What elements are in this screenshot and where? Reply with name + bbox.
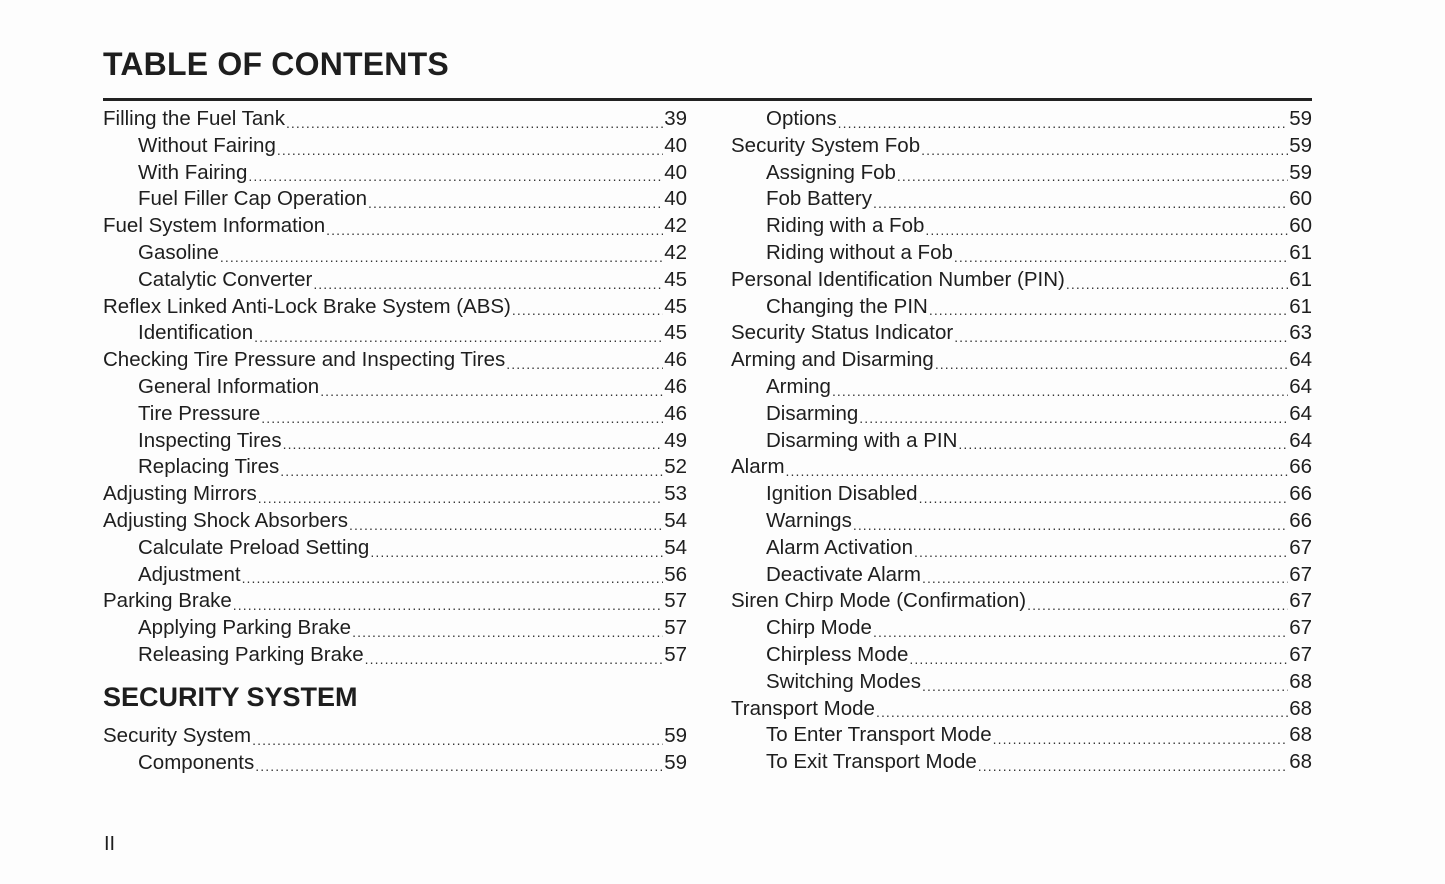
- toc-entry-label: Checking Tire Pressure and Inspecting Tires: [103, 348, 506, 372]
- leader-dots: [326, 213, 663, 240]
- toc-entry-page: 46: [664, 374, 687, 398]
- leader-dots: [859, 401, 1288, 428]
- toc-list-right: [731, 106, 1312, 776]
- toc-entry[interactable]: [103, 723, 687, 750]
- toc-entry-page: 39: [664, 107, 687, 130]
- toc-entry-label: Without Fairing: [138, 133, 276, 157]
- toc-entry-page: 68: [1289, 669, 1312, 693]
- page-number: II: [104, 833, 116, 855]
- toc-entry-label: Applying Parking Brake: [138, 616, 352, 640]
- toc-entry[interactable]: [731, 186, 1312, 213]
- toc-entry-label: Transport Mode: [731, 696, 875, 720]
- leader-dots: [368, 186, 663, 213]
- toc-entry-page: 67: [1289, 562, 1312, 586]
- toc-entry-page: 46: [664, 401, 687, 425]
- leader-dots: [349, 508, 663, 535]
- toc-entry-label: General Information: [138, 374, 320, 398]
- toc-entry-page: 68: [1289, 750, 1312, 774]
- leader-dots: [258, 481, 663, 508]
- toc-entry-label: Switching Modes: [766, 669, 921, 693]
- toc-entry-page: 40: [664, 160, 687, 184]
- toc-entry-label: Security System: [103, 723, 252, 747]
- toc-entry[interactable]: [731, 294, 1312, 321]
- toc-entry-page: 67: [1289, 589, 1312, 613]
- toc-entry-page: 57: [664, 589, 687, 613]
- toc-entry[interactable]: [103, 320, 687, 347]
- toc-entry[interactable]: [103, 562, 687, 589]
- leader-dots: [929, 294, 1288, 321]
- toc-entry-page: 64: [1289, 428, 1312, 452]
- toc-entry-page: 52: [664, 455, 687, 479]
- leader-dots: [873, 615, 1288, 642]
- leader-dots: [283, 428, 664, 455]
- toc-entry[interactable]: [731, 508, 1312, 535]
- toc-entry-page: 40: [664, 133, 687, 157]
- toc-entry[interactable]: [103, 213, 687, 240]
- toc-entry-label: Security System Fob: [731, 133, 921, 157]
- toc-entry-page: 68: [1289, 696, 1312, 720]
- leader-dots: [313, 267, 663, 294]
- toc-entry-label: Disarming: [766, 401, 859, 425]
- leader-dots: [248, 160, 663, 187]
- leader-dots: [255, 750, 663, 777]
- toc-entry[interactable]: [103, 186, 687, 213]
- toc-entry[interactable]: [103, 133, 687, 160]
- toc-left-column: [103, 106, 687, 776]
- toc-entry[interactable]: [731, 669, 1312, 696]
- leader-dots: [873, 186, 1288, 213]
- leader-dots: [897, 160, 1288, 187]
- leader-dots: [320, 374, 663, 401]
- toc-entry-label: To Enter Transport Mode: [766, 723, 992, 747]
- leader-dots: [853, 508, 1288, 535]
- toc-entry-label: Filling the Fuel Tank: [103, 107, 285, 130]
- leader-dots: [1027, 588, 1288, 615]
- toc-entry-page: 61: [1289, 267, 1312, 291]
- leader-dots: [261, 401, 663, 428]
- toc-entry-page: 59: [664, 750, 687, 774]
- toc-entry[interactable]: [731, 347, 1312, 374]
- toc-entry-label: Alarm: [731, 455, 785, 479]
- toc-entry-page: 67: [1289, 616, 1312, 640]
- toc-entry[interactable]: [103, 294, 687, 321]
- toc-entry[interactable]: [731, 588, 1312, 615]
- toc-entry[interactable]: [731, 133, 1312, 160]
- toc-entry-page: 54: [664, 508, 687, 532]
- toc-entry[interactable]: [731, 401, 1312, 428]
- toc-entry-page: 66: [1289, 482, 1312, 506]
- toc-entry-page: 59: [1289, 107, 1312, 130]
- toc-entry-label: Releasing Parking Brake: [138, 642, 364, 666]
- toc-entry[interactable]: [103, 267, 687, 294]
- toc-entry-page: 60: [1289, 214, 1312, 238]
- leader-dots: [922, 669, 1288, 696]
- toc-entry-page: 59: [1289, 160, 1312, 184]
- toc-entry[interactable]: [103, 160, 687, 187]
- toc-entry[interactable]: [731, 267, 1312, 294]
- leader-dots: [233, 588, 663, 615]
- toc-entry[interactable]: [731, 615, 1312, 642]
- toc-entry-label: Fuel System Information: [103, 214, 326, 238]
- leader-dots: [506, 347, 663, 374]
- toc-entry-page: 42: [664, 240, 687, 264]
- toc-entry[interactable]: [731, 696, 1312, 723]
- toc-entry[interactable]: [731, 481, 1312, 508]
- toc-entry[interactable]: [103, 750, 687, 777]
- leader-dots: [958, 428, 1288, 455]
- toc-entry[interactable]: [731, 106, 1312, 133]
- toc-entry[interactable]: [103, 240, 687, 267]
- toc-entry[interactable]: [103, 428, 687, 455]
- leader-dots: [370, 535, 663, 562]
- toc-list-left: [103, 106, 687, 669]
- toc-entry-label: Chirpless Mode: [766, 642, 909, 666]
- leader-dots: [922, 562, 1288, 589]
- toc-entry[interactable]: [103, 347, 687, 374]
- leader-dots: [954, 240, 1288, 267]
- toc-entry-label: Parking Brake: [103, 589, 232, 613]
- toc-entry-label: Deactivate Alarm: [766, 562, 921, 586]
- toc-entry-page: 59: [664, 723, 687, 747]
- toc-entry[interactable]: [103, 615, 687, 642]
- toc-entry-label: Disarming with a PIN: [766, 428, 958, 452]
- leader-dots: [512, 294, 663, 321]
- toc-entry-page: 66: [1289, 455, 1312, 479]
- toc-entry[interactable]: [103, 374, 687, 401]
- toc-entry-page: 64: [1289, 374, 1312, 398]
- toc-entry-page: 59: [1289, 133, 1312, 157]
- leader-dots: [838, 106, 1289, 133]
- toc-entry-page: 40: [664, 187, 687, 211]
- leader-dots: [254, 320, 663, 347]
- toc-entry[interactable]: [731, 160, 1312, 187]
- toc-entry-page: 61: [1289, 240, 1312, 264]
- toc-entry-page: 46: [664, 348, 687, 372]
- leader-dots: [832, 374, 1288, 401]
- leader-dots: [954, 320, 1288, 347]
- toc-list-security: [103, 723, 687, 777]
- toc-entry-label: Calculate Preload Setting: [138, 535, 370, 559]
- leader-dots: [277, 133, 663, 160]
- toc-entry-page: 45: [664, 267, 687, 291]
- toc-entry-label: Fob Battery: [766, 187, 872, 211]
- toc-entry[interactable]: [731, 240, 1312, 267]
- toc-entry-label: Security Status Indicator: [731, 321, 954, 345]
- toc-entry-label: Assigning Fob: [766, 160, 896, 184]
- toc-entry-label: Inspecting Tires: [138, 428, 282, 452]
- toc-entry[interactable]: [731, 642, 1312, 669]
- leader-dots: [286, 106, 663, 133]
- toc-entry-label: Ignition Disabled: [766, 482, 918, 506]
- toc-entry-page: 66: [1289, 508, 1312, 532]
- leader-dots: [921, 133, 1288, 160]
- leader-dots: [978, 749, 1288, 776]
- toc-entry[interactable]: [103, 454, 687, 481]
- toc-entry-label: Components: [138, 750, 255, 774]
- toc-entry-label: Arming and Disarming: [731, 348, 934, 372]
- toc-entry-label: Arming: [766, 374, 831, 398]
- toc-entry-page: 53: [664, 482, 687, 506]
- toc-entry-label: Fuel Filler Cap Operation: [138, 187, 368, 211]
- toc-entry-page: 64: [1289, 348, 1312, 372]
- toc-entry-label: Riding with a Fob: [766, 214, 925, 238]
- toc-entry-page: 56: [664, 562, 687, 586]
- leader-dots: [914, 535, 1288, 562]
- toc-entry-label: Changing the PIN: [766, 294, 928, 318]
- toc-entry[interactable]: [731, 749, 1312, 776]
- toc-entry[interactable]: [731, 562, 1312, 589]
- page-title: TABLE OF CONTENTS: [103, 46, 449, 82]
- toc-entry-page: 63: [1289, 321, 1312, 345]
- toc-entry-page: 42: [664, 214, 687, 238]
- toc-entry-page: 54: [664, 535, 687, 559]
- leader-dots: [909, 642, 1288, 669]
- title-divider: [103, 98, 1312, 101]
- toc-entry[interactable]: [731, 374, 1312, 401]
- toc-entry[interactable]: [731, 428, 1312, 455]
- toc-entry[interactable]: [731, 454, 1312, 481]
- toc-entry[interactable]: [731, 320, 1312, 347]
- leader-dots: [919, 481, 1289, 508]
- toc-entry[interactable]: [731, 722, 1312, 749]
- toc-entry[interactable]: [731, 213, 1312, 240]
- toc-entry-label: Tire Pressure: [138, 401, 261, 425]
- toc-entry-label: Alarm Activation: [766, 535, 913, 559]
- toc-entry[interactable]: [103, 401, 687, 428]
- toc-entry-label: Reflex Linked Anti-Lock Brake System (ABS): [103, 294, 511, 318]
- toc-entry-label: With Fairing: [138, 160, 248, 184]
- toc-entry-page: 64: [1289, 401, 1312, 425]
- leader-dots: [925, 213, 1288, 240]
- toc-entry-label: Options: [766, 107, 837, 130]
- toc-entry[interactable]: [103, 481, 687, 508]
- toc-entry-page: 57: [664, 616, 687, 640]
- leader-dots: [365, 642, 664, 669]
- toc-entry-label: Adjustment: [138, 562, 241, 586]
- toc-entry-page: 49: [664, 428, 687, 452]
- toc-entry[interactable]: [103, 535, 687, 562]
- toc-entry-page: 67: [1289, 535, 1312, 559]
- toc-entry[interactable]: [103, 588, 687, 615]
- leader-dots: [252, 723, 663, 750]
- toc-entry-label: Riding without a Fob: [766, 240, 953, 264]
- toc-entry-label: Identification: [138, 321, 254, 345]
- toc-entry-page: 45: [664, 321, 687, 345]
- toc-entry-label: Chirp Mode: [766, 616, 872, 640]
- toc-entry-page: 68: [1289, 723, 1312, 747]
- toc-entry-label: Adjusting Shock Absorbers: [103, 508, 348, 532]
- toc-entry-label: Gasoline: [138, 240, 219, 264]
- leader-dots: [280, 454, 663, 481]
- leader-dots: [876, 696, 1288, 723]
- toc-entry-label: Personal Identification Number (PIN): [731, 267, 1065, 291]
- section-heading: SECURITY SYSTEM: [103, 681, 358, 712]
- toc-entry-page: 61: [1289, 294, 1312, 318]
- toc-entry[interactable]: [103, 508, 687, 535]
- toc-entry[interactable]: [103, 642, 687, 669]
- leader-dots: [352, 615, 663, 642]
- toc-right-column: [731, 106, 1312, 776]
- toc-entry-label: Catalytic Converter: [138, 267, 313, 291]
- leader-dots: [935, 347, 1288, 374]
- toc-entry-label: Replacing Tires: [138, 455, 280, 479]
- toc-entry-page: 57: [664, 642, 687, 666]
- leader-dots: [786, 454, 1289, 481]
- toc-entry-label: Siren Chirp Mode (Confirmation): [731, 589, 1027, 613]
- leader-dots: [993, 722, 1289, 749]
- toc-entry[interactable]: [103, 106, 687, 133]
- leader-dots: [220, 240, 663, 267]
- toc-entry-label: Adjusting Mirrors: [103, 482, 257, 506]
- toc-entry[interactable]: [731, 535, 1312, 562]
- toc-entry-label: Warnings: [766, 508, 852, 532]
- toc-entry-label: To Exit Transport Mode: [766, 750, 977, 774]
- toc-entry-page: 60: [1289, 187, 1312, 211]
- toc-entry-page: 67: [1289, 642, 1312, 666]
- leader-dots: [242, 562, 664, 589]
- toc-entry-page: 45: [664, 294, 687, 318]
- leader-dots: [1066, 267, 1288, 294]
